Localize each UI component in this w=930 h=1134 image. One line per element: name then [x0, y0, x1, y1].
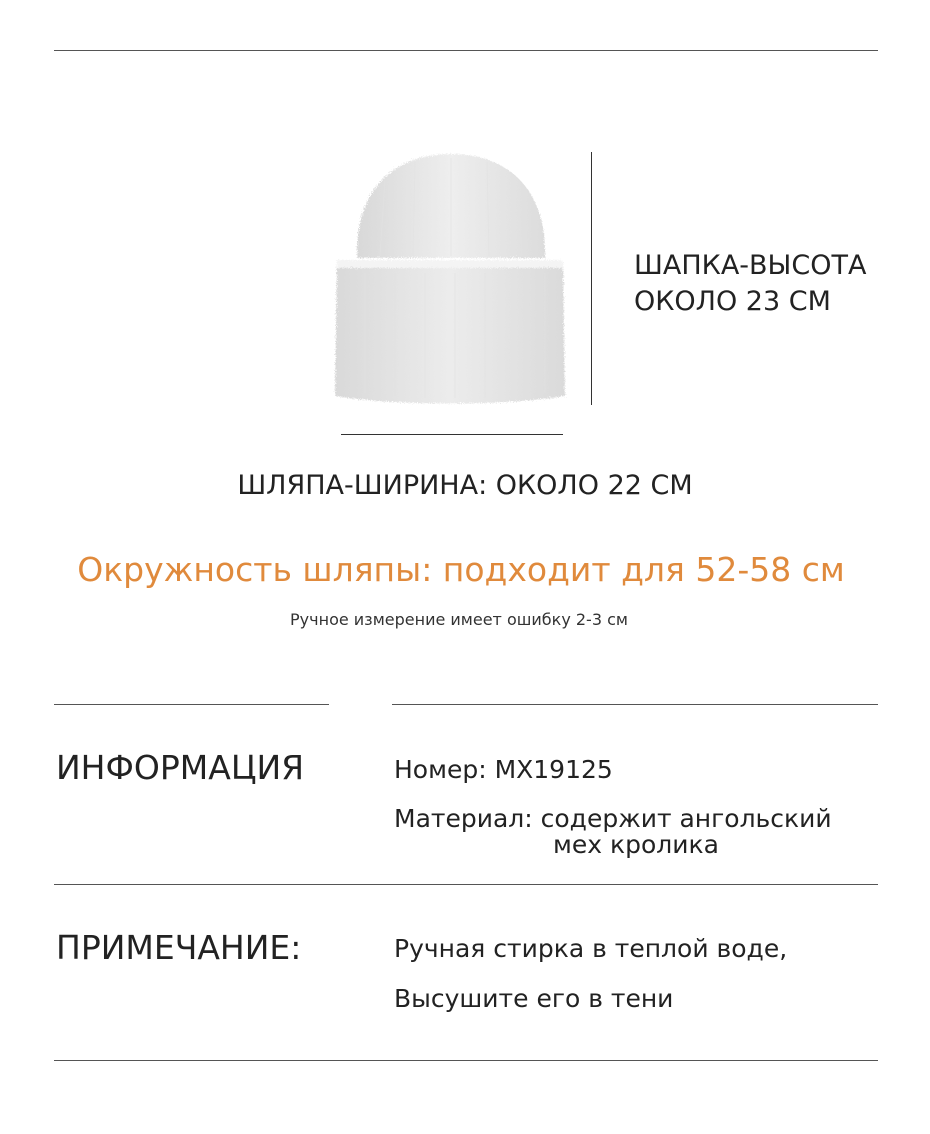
measurement-error-note: Ручное измерение имеет ошибку 2-3 см	[290, 610, 628, 629]
hat-circumference: Окружность шляпы: подходит для 52-58 см	[77, 550, 845, 589]
info-divider-right	[392, 704, 878, 705]
material-line-2: мех кролика	[553, 830, 719, 859]
hat-height-label: ШАПКА-ВЫСОТА ОКОЛО 23 СМ	[634, 250, 867, 317]
note-divider	[54, 884, 878, 885]
care-line-2: Высушите его в тени	[394, 984, 674, 1013]
care-line-1: Ручная стирка в теплой воде,	[394, 934, 788, 963]
info-divider-left	[54, 704, 329, 705]
hat-image	[325, 148, 575, 410]
bottom-divider	[54, 1060, 878, 1061]
material-line-1: Материал: содержит ангольский	[394, 804, 832, 833]
product-number: Номер: MX19125	[394, 755, 613, 784]
hat-width-label: ШЛЯПА-ШИРИНА: ОКОЛО 22 СМ	[237, 470, 693, 501]
info-title: ИНФОРМАЦИЯ	[56, 748, 305, 787]
top-divider	[54, 50, 878, 51]
height-measure-line	[591, 152, 592, 405]
note-title: ПРИМЕЧАНИЕ:	[56, 928, 302, 967]
width-measure-line	[341, 434, 563, 435]
